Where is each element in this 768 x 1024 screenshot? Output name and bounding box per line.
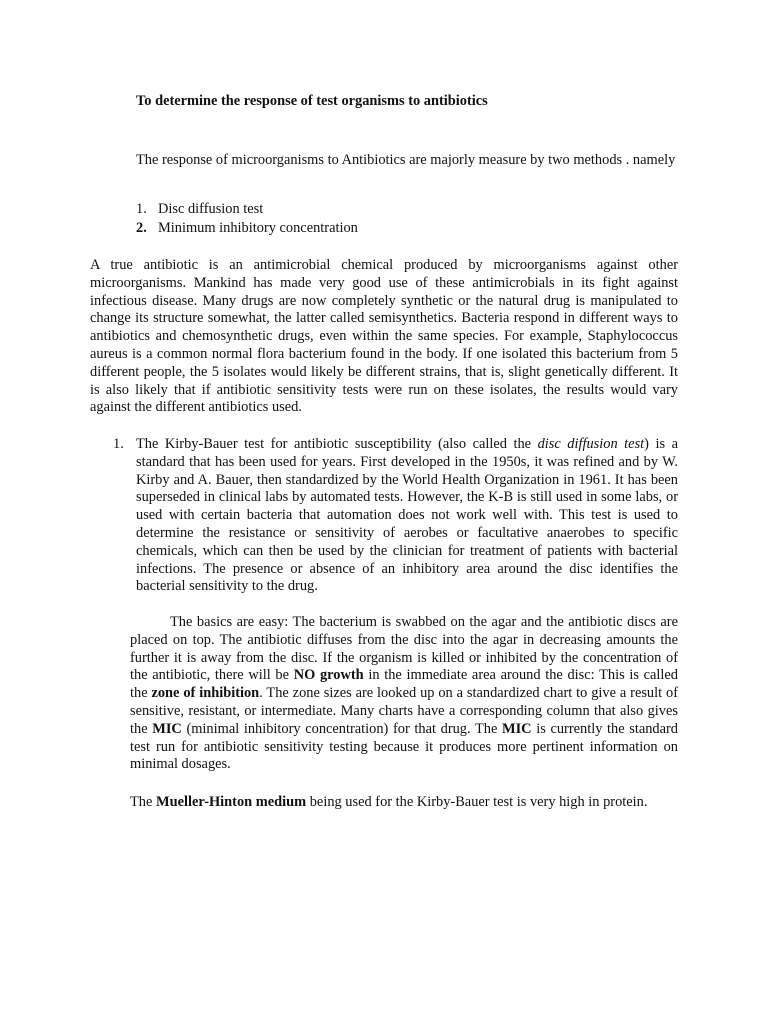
method-item <box>136 201 536 220</box>
kirby-bauer-text-1: The Kirby-Bauer test for antibiotic susceptibility (also called the <box>136 436 538 452</box>
method-number: 1. <box>136 201 147 217</box>
intro-paragraph: The response of microorganisms to Antibiotics are majorly measure by two methods . namely <box>136 152 676 168</box>
zone-of-inhibition-term: zone of inhibition <box>151 685 260 702</box>
kirby-bauer-number: 1. <box>113 436 124 452</box>
basics-paragraph <box>130 614 678 774</box>
mueller-hinton-term: Mueller-Hinton medium <box>155 794 307 810</box>
basics-text-3: . The zone sizes are looked up on a standardized chart to give a result of sensitive, resistant, or intermediate. Many charts have a corresponding column that also gives the <box>130 685 678 737</box>
mueller-hinton-paragraph <box>130 794 678 812</box>
kirby-bauer-text-2: ) is a standard that has been used for years. First developed in the 1950s, it was refined and by W. Kirby and A. Bauer, then standardized by the World Health Organization in 1961. It has been superseded in clinical labs by automated tests. However, the K-B is still used in some labs, or used with certain bacteria that automation does not work well with. This test is used to determine the resistance or sensitivity of aerobes or facultative anaerobes to specific chemicals, which can then be used by the clinician for treatment of patients with bacterial infections. The presence or absence of an inhibitory area around the disc identifies the bacterial sensitivity to the drug. <box>136 436 678 595</box>
method-label: Minimum inhibitory concentration <box>158 219 358 236</box>
disc-diffusion-term: disc diffusion test <box>537 436 645 452</box>
mic-term: MIC <box>152 720 182 737</box>
mic-term: MIC <box>502 720 532 737</box>
basics-text-5: is currently the standard test run for antibiotic sensitivity testing because it produces more pertinent information on minimal dosages. <box>130 720 679 773</box>
mueller-text-1: The <box>130 794 156 810</box>
basics-text-1: The basics are easy: The bacterium is swabbed on the agar and the antibiotic discs are placed on top. The antibiotic diffuses from the disc into the agar in decreasing amounts the further it is away from the disc. If the organism is killed or inhibited by the concentration of the antibiotic, there will be <box>130 614 678 684</box>
kirby-bauer-paragraph <box>136 436 678 596</box>
method-item <box>136 220 536 239</box>
antibiotic-overview-paragraph: A true antibiotic is an antimicrobial chemical produced by microorganisms against other microorganisms. Mankind has made very good use of these antimicrobials in its fight against infectious disease. Many drugs are now completely synthetic or the natural drug is manipulated to change its structure somewhat, the latter called semisynthetics. Bacteria respond in different ways to antibiotics and chemosynthetic drugs, even within the same species. For example, Staphylococcus aureus is a common normal flora bacterium found in the body. If one isolated this bacterium from 5 different people, the 5 isolates would likely be different strains, that is, slight genetically different. It is also likely that if antibiotic sensitivity tests were run on these isolates, the results would vary against the different antibiotics used. <box>90 257 678 416</box>
document-title: To determine the response of test organisms to antibiotics <box>136 93 488 109</box>
basics-text-4: (minimal inhibitory concentration) for that drug. The <box>181 720 502 737</box>
mueller-text-2: being used for the Kirby-Bauer test is very high in protein. <box>306 794 648 810</box>
methods-list <box>136 201 536 238</box>
method-label: Disc diffusion test <box>158 201 264 217</box>
no-growth-term: NO growth <box>293 667 364 684</box>
method-number: 2. <box>136 219 147 236</box>
basics-text-2: in the immediate area around the disc: This is called the <box>130 667 678 702</box>
